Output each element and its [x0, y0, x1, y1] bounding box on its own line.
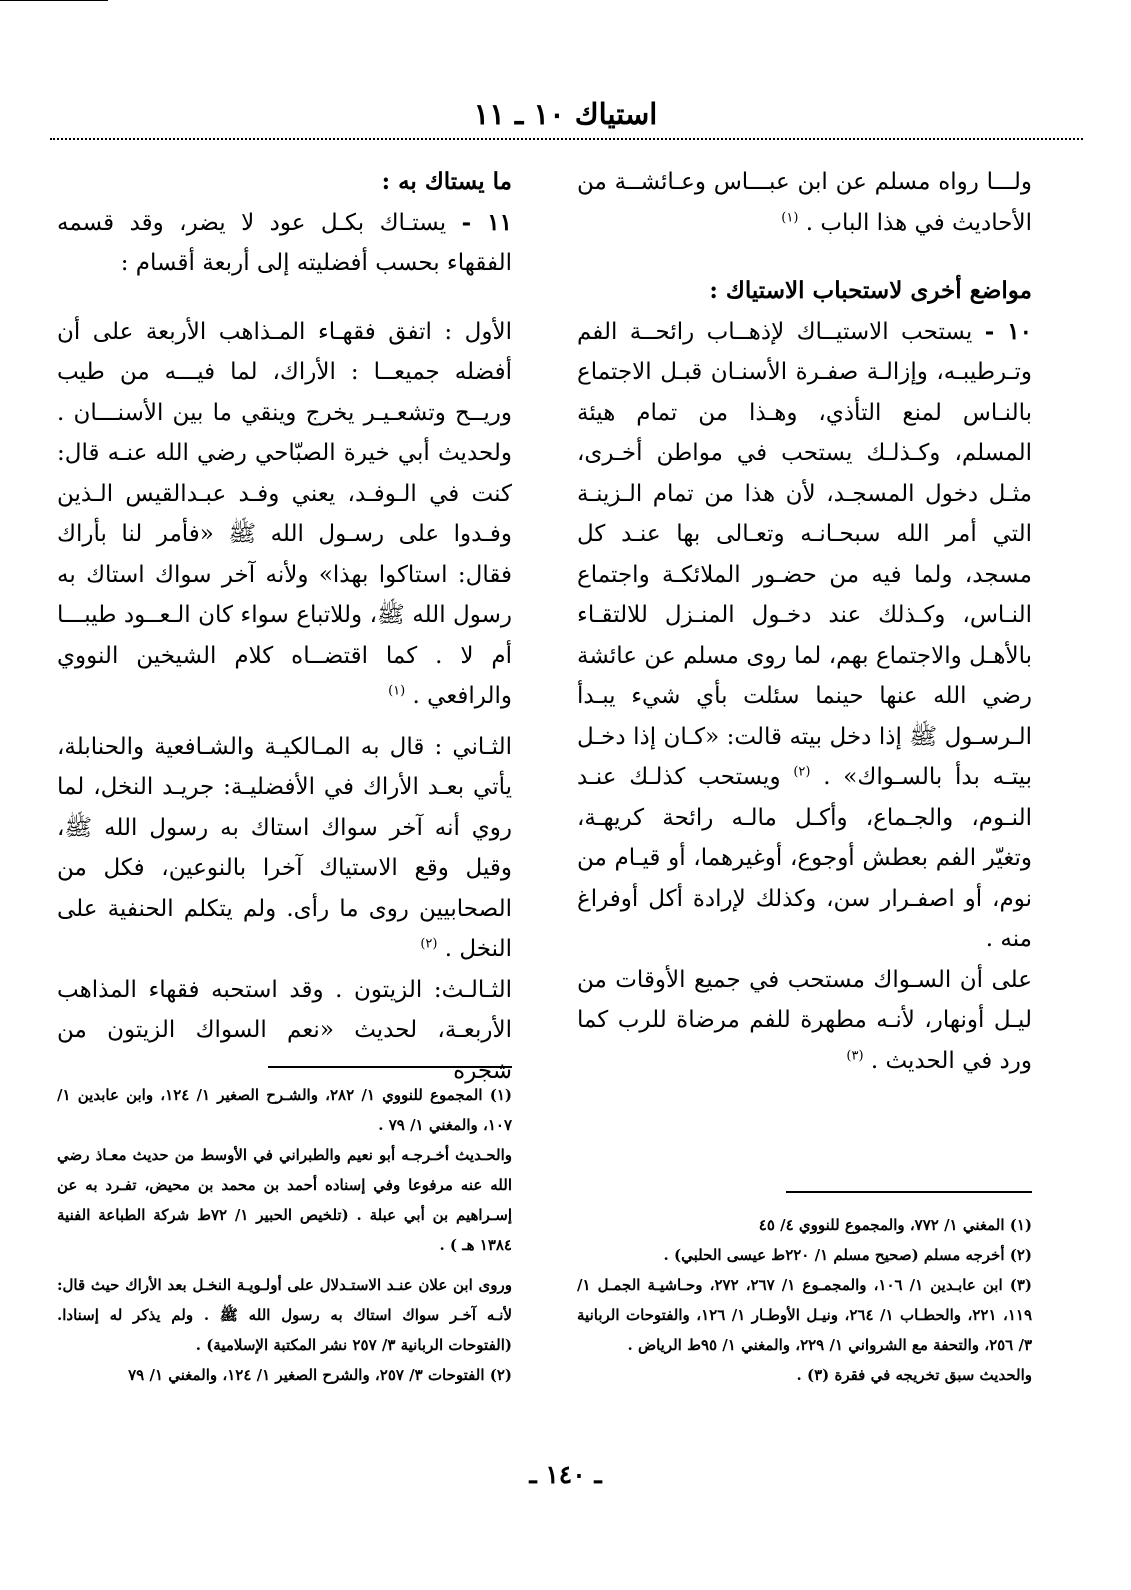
paragraph-10-text: يستحب الاستيــاك لإذهــاب رائحــة الفم وتـرطيبـه، وإزالـة صفـرة الأسنـان قبـل الاجتماع بالنـاس لمنع التأذي، وهـذا من تمام هيئة المسلم، وكـذلـك يستحب في مواطن أخـرى، مثـل دخول المسجـد، لأن هذا من تمام الـزينـة التي أمر الله سبحـانـه وتعـالى بها عنـد كل مسجد، ولما فيه من حضـور الملائكـة واجتماع النـاس، وكـذلك عند دخـول المنـزل للالتقـاء بالأهـل والاجتماع بهم، لما روى مسلم عن عائشة رضي الله عنها حينما سئلت بأي شيء يبـدأ الـرسـول ﷺ إذا دخل بيته قالت: «كـان إذا دخـل بيتـه بدأ بالسـواك» .: [577, 318, 1032, 790]
header-dotted-rule: [50, 138, 1083, 140]
first-category: [57, 312, 512, 717]
footnote-ref: (٢): [793, 764, 811, 780]
paragraph-11-text: يستـاك بكـل عود لا يضر، وقد قسمه الفقهاء بحسب أفضليته إلى أربعة أقسام :: [57, 209, 512, 276]
second-category-text: الثـاني : قال به المـالكيـة والشـافعية والحنابلة، يأتي بعـد الأراك في الأفضليـة: جريـد النخل، لما روي أنه آخر سواك استاك به رسول الله ﷺ، وقيل وقع الاستياك آخرا بالنوعين، فكل من الصحابيين روى ما رأى. ولم يتكلم الحنفية على النخل .: [57, 733, 512, 962]
intro-paragraph: [577, 162, 1032, 243]
closing-paragraph: [577, 960, 1032, 1082]
footnote-right-1: (١) المغني ١/ ٧٧٢، والمجموع للنووي ٤/ ٤٥: [758, 1216, 1032, 1234]
footnote-ref: (١): [781, 209, 799, 225]
footnote-right-3: (٣) ابن عابـدين ١/ ١٠٦، والمجمـوع ١/ ٢٦٧، ٢٧٢، وحـاشيـة الجمـل ١/ ١١٩، ٢٢١، والحطـاب ١/ ٢٦٤، ونيـل الأوطـار ١/ ١٢٦، والفتوحات الربانية ٣/ ٢٥٦، والتحفة مع الشرواني ١/ ٢٢٩، والمغني ١/ ٩٥ط الرياض .: [577, 1276, 1032, 1354]
left-column: [57, 162, 512, 1091]
third-category: الثـالـث: الزيتون . وقد استحبه فقهاء المذاهب الأربعـة، لحديث «نعم السواك الزيتون من شجرة: [57, 976, 512, 1084]
corner-line: [0, 0, 108, 1]
section-heading-other-places: مواضع أخرى لاستحباب الاستياك :: [709, 277, 1032, 304]
footnote-ref: (١): [388, 683, 406, 699]
footnote-left-2: (٢) الفتوحات ٣/ ٢٥٧، والشرح الصغير ١/ ١٢٤، والمغني ١/ ٧٩: [128, 1366, 512, 1384]
footnote-right-3-hadith: والحديث سبق تخريجه في فقرة (٣) .: [796, 1366, 1032, 1384]
paragraph-number: ١٠ -: [984, 317, 1033, 345]
footnotes-right: [577, 1210, 1032, 1390]
page-number: ـ ١٤٠ ـ: [529, 1460, 602, 1489]
footnote-left-1-hadith: والحـديث أخـرجـه أبو نعيم والطبراني في الأوسط من حديث معـاذ رضي الله عنه مرفوعا وفي إسناده أحمد بن محمد بن محيض، تفـرد به عن إسـراهيم بن أبي عبلة . (تلخيص الحبير ١/ ٧٢ط شركة الطباعة الفنية ١٣٨٤ هـ ) .: [57, 1146, 512, 1254]
paragraph-number: ١١ -: [461, 208, 512, 236]
first-category-text: الأول : اتفق فقهـاء المـذاهب الأربعة على أن أفضله جميعــا : الأراك، لما فيـــه من طيب وريــح وتشعـيـر يخرج وينقي ما بين الأسنـــان . ولحديث أبي خيرة الصبّاحي رضي الله عنـه قال: كنت في الـوفـد، يعني وفـد عبـدالقيس الـذين وفـدوا على رسـول الله ﷺ «فأمر لنا بأراك فقال: استاكوا بهذا» ولأنه آخر سواك استاك به رسول الله ﷺ، وللاتباع سواء كان الـعــود طيبـــا أم لا . كما اقتضــاه كلام الشيخين النووي والرافعي .: [57, 318, 512, 709]
paragraph-11: [57, 203, 512, 284]
paragraph-10-continuation: ويستحب كذلـك عنـد النـوم، والجـماع، وأكـل مالـه رائحة كريهـة، وتغيّر الفم بعطش أوجوع، أوغيرهما، أو قيـام من نوم، أو اصفـرار سن، وكذلك لإرادة أكل أوفراغ منه .: [577, 764, 1032, 952]
section-heading-what-to-use: ما يستاك به :: [381, 168, 512, 195]
footnote-left-1-ibn-allan: وروى ابن علان عنـد الاستـدلال على أولـويـة النخـل بعد الأراك حيث قال: لأنـه آخـر سواك استاك به رسول الله ﷺ . ولم يذكر له إسنادا. (الفتوحات الربانية ٣/ ٢٥٧ نشر المكتبة الإسلامية) .: [57, 1276, 512, 1354]
second-category: [57, 727, 512, 970]
footnote-left-1: (١) المجموع للنووي ١/ ٢٨٢، والشـرح الصغير ١/ ١٢٤، وابن عابدين ١/ ١٠٧، والمغني ١/ ٧٩ .: [57, 1086, 512, 1134]
closing-paragraph-text: على أن السـواك مستحب في جميع الأوقات من ليـل أونهار، لأنـه مطهرة للفم مرضاة للرب كما ورد في الحديث .: [577, 966, 1032, 1074]
footnote-ref: (٣): [846, 1047, 864, 1063]
page-header-title: استياك ١٠ ـ ١١: [473, 97, 658, 131]
footnote-ref: (٢): [420, 936, 438, 952]
footnote-rule-right: [786, 1191, 1032, 1193]
footnote-rule-left: [268, 1066, 512, 1068]
footnotes-left: [57, 1080, 512, 1390]
right-column: [577, 162, 1032, 1081]
footnote-right-2: (٢) أخرجه مسلم (صحيح مسلم ١/ ٢٢٠ط عيسى الحلبي) .: [663, 1246, 1032, 1264]
intro-text: ولـــا رواه مسلم عن ابن عبـــاس وعـائشــة من الأحاديث في هذا الباب .: [577, 169, 1032, 236]
paragraph-10: [577, 312, 1032, 960]
